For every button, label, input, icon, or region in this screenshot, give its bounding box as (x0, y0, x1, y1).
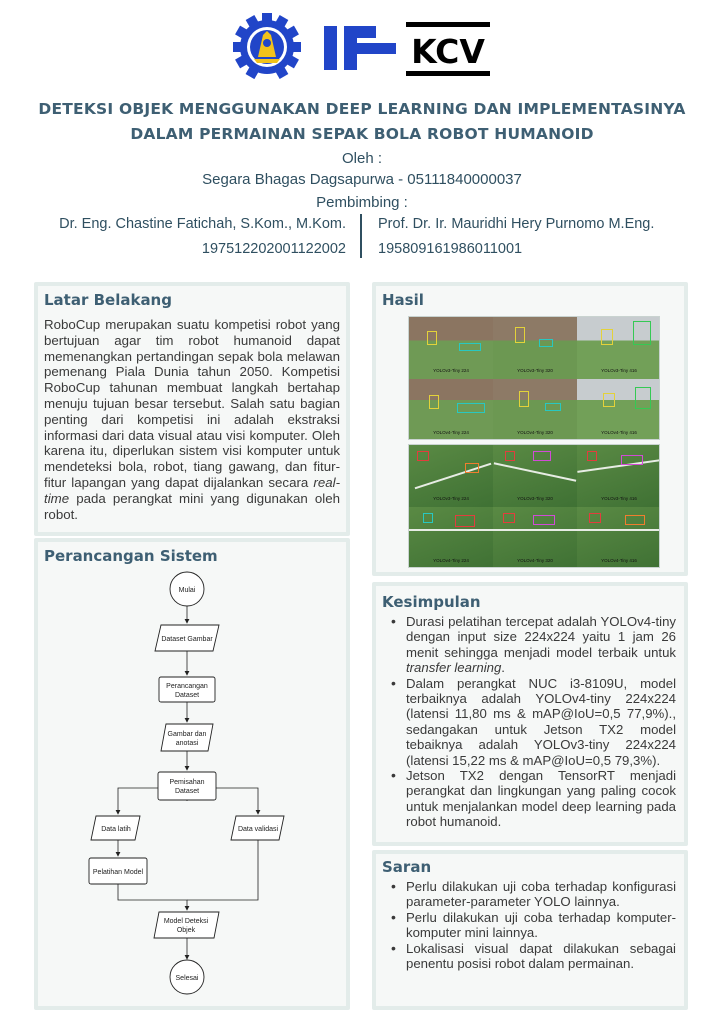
detection-results-image-top (408, 316, 660, 440)
by-label: Oleh : (341, 150, 383, 167)
data-latih-label: Data latih (101, 826, 131, 833)
result-cell (409, 445, 493, 507)
model-label-1: Model Deteksi (163, 918, 209, 925)
result-caption: YOLOv3-Tiny 416 (601, 368, 637, 373)
kesimpulan-item: • Dalam perangkat NUC i3-8109U, model terbaiknya adalah YOLOv4-tiny 224x224 (latensi 11,80 ms & mAP@IoU=0,5 77,9%)., sedangakan untuk Jetson TX2 model tebaiknya adalah YOLOv3-tiny 224x224 (latensi 15,22 ms & mAP@IoU=0,5 79,3%). (386, 676, 676, 768)
result-cell (493, 379, 577, 440)
result-cell (577, 317, 660, 379)
data-validasi-label: Data validasi (237, 826, 279, 833)
perancangan-label-2: Dataset (174, 692, 200, 699)
result-cell (409, 507, 493, 568)
result-caption: YOLOv4-Tiny 320 (517, 558, 553, 563)
latar-belakang-heading: Latar Belakang (44, 291, 172, 309)
result-cell (409, 379, 493, 440)
advisor-label: Pembimbing : (316, 194, 408, 211)
result-cell (577, 379, 660, 440)
kesimpulan-list (386, 614, 676, 830)
result-caption: YOLOv3-Tiny 224 (433, 496, 469, 501)
saran-item: • Perlu dilakukan uji coba terhadap komputer-komputer mini lainnya. (386, 910, 676, 941)
result-caption: YOLOv3-Tiny 416 (601, 496, 637, 501)
result-cell (577, 507, 660, 568)
kcv-logo (406, 22, 490, 76)
gambar-label-2: anotasi (175, 740, 199, 747)
latar-belakang-section (34, 282, 350, 536)
result-caption: YOLOv3-Tiny 224 (433, 368, 469, 373)
pemisahan-label-1: Pemisahan (169, 779, 205, 786)
perancangan-heading: Perancangan Sistem (44, 547, 218, 565)
result-cell (577, 445, 660, 507)
system-flowchart (34, 538, 350, 1010)
result-caption: YOLOv4-Tiny 416 (601, 558, 637, 563)
result-caption: YOLOv4-Tiny 416 (601, 430, 637, 435)
saran-item: • Perlu dilakukan uji coba terhadap konfigurasi parameter-parameter YOLO lainnya. (386, 879, 676, 910)
kesimpulan-section (372, 582, 688, 846)
mulai-label: Mulai (178, 587, 196, 594)
advisor-divider (360, 214, 362, 258)
if-logo (322, 24, 398, 72)
result-caption: YOLOv4-Tiny 224 (433, 430, 469, 435)
title-line-1: DETEKSI OBJEK MENGGUNAKAN DEEP LEARNING DAN IMPLEMENTASINYA (38, 100, 686, 118)
result-caption: YOLOv3-Tiny 320 (517, 496, 553, 501)
author-line: Segara Bhagas Dagsapurwa - 05111840000037 (202, 171, 522, 188)
result-caption: YOLOv4-Tiny 320 (517, 430, 553, 435)
result-cell (493, 507, 577, 568)
gambar-label-1: Gambar dan (167, 731, 207, 738)
svg-text:KCV: KCV (411, 32, 485, 71)
kesimpulan-item: • Jetson TX2 dengan TensorRT menjadi perangkat dan lingkungan yang paling cocok untuk menjalankan model deep learning pada robot humanoid. (386, 768, 676, 830)
saran-heading: Saran (382, 858, 432, 876)
result-caption: YOLOv3-Tiny 320 (517, 368, 553, 373)
dataset-gambar-label: Dataset Gambar (161, 636, 213, 643)
detection-results-image-bottom (408, 444, 660, 568)
kesimpulan-item: • Durasi pelatihan tercepat adalah YOLOv4-tiny dengan input size 224x224 yaitu 1 jam 26 menit sehingga menjadi model terbaik untuk transfer learning. (386, 614, 676, 676)
advisor-1-nip: 197512202001122002 (201, 241, 346, 257)
perancangan-label-1: Perancangan (166, 683, 208, 690)
perancangan-section (34, 538, 350, 1010)
saran-item: • Lokalisasi visual dapat dilakukan sebagai penentu posisi robot dalam permainan. (386, 941, 676, 972)
advisor-2-nip: 195809161986011001 (378, 241, 523, 257)
saran-section (372, 850, 688, 1010)
kesimpulan-heading: Kesimpulan (382, 593, 481, 611)
result-cell (493, 317, 577, 379)
poster-title (0, 97, 724, 147)
advisor-1-name: Dr. Eng. Chastine Fatichah, S.Kom., M.Kom. (59, 216, 346, 232)
advisor-2-name: Prof. Dr. Ir. Mauridhi Hery Purnomo M.Eng. (378, 216, 655, 232)
its-logo (232, 12, 302, 82)
hasil-heading: Hasil (382, 291, 424, 309)
selesai-label: Selesai (175, 975, 199, 982)
title-line-2: DALAM PERMAINAN SEPAK BOLA ROBOT HUMANOID (130, 125, 594, 143)
pemisahan-label-2: Dataset (174, 788, 200, 795)
pemisahan-dataset-node (158, 772, 216, 800)
result-cell (493, 445, 577, 507)
saran-list (386, 879, 676, 971)
hasil-section (372, 282, 688, 576)
result-caption: YOLOv4-Tiny 224 (433, 558, 469, 563)
latar-belakang-text: RoboCup merupakan suatu kompetisi robot yang bertujuan agar tim robot humanoid dapat memenangkan pertandingan sepak bola melawan pemenang Piala Dunia tahun 2050. Kompetisi RoboCup tahunan membuat langkah bertahap menuju tujuan besar tersebut. Salah satu bagian penting dari kompetisi ini adalah ekstraksi informasi dari data visual atau visi komputer. Oleh karena itu, diperlukan sistem visi komputer untuk mendeteksi bola, robot, tiang gawang, dan fitur-fitur lapangan yang dapat dijalankan secara real-time pada perangkat mini yang digunakan oleh robot. (44, 317, 340, 522)
result-cell (409, 317, 493, 379)
model-label-2: Objek (176, 927, 196, 934)
model-deteksi-node (154, 912, 219, 938)
pelatihan-label: Pelatihan Model (92, 869, 144, 876)
